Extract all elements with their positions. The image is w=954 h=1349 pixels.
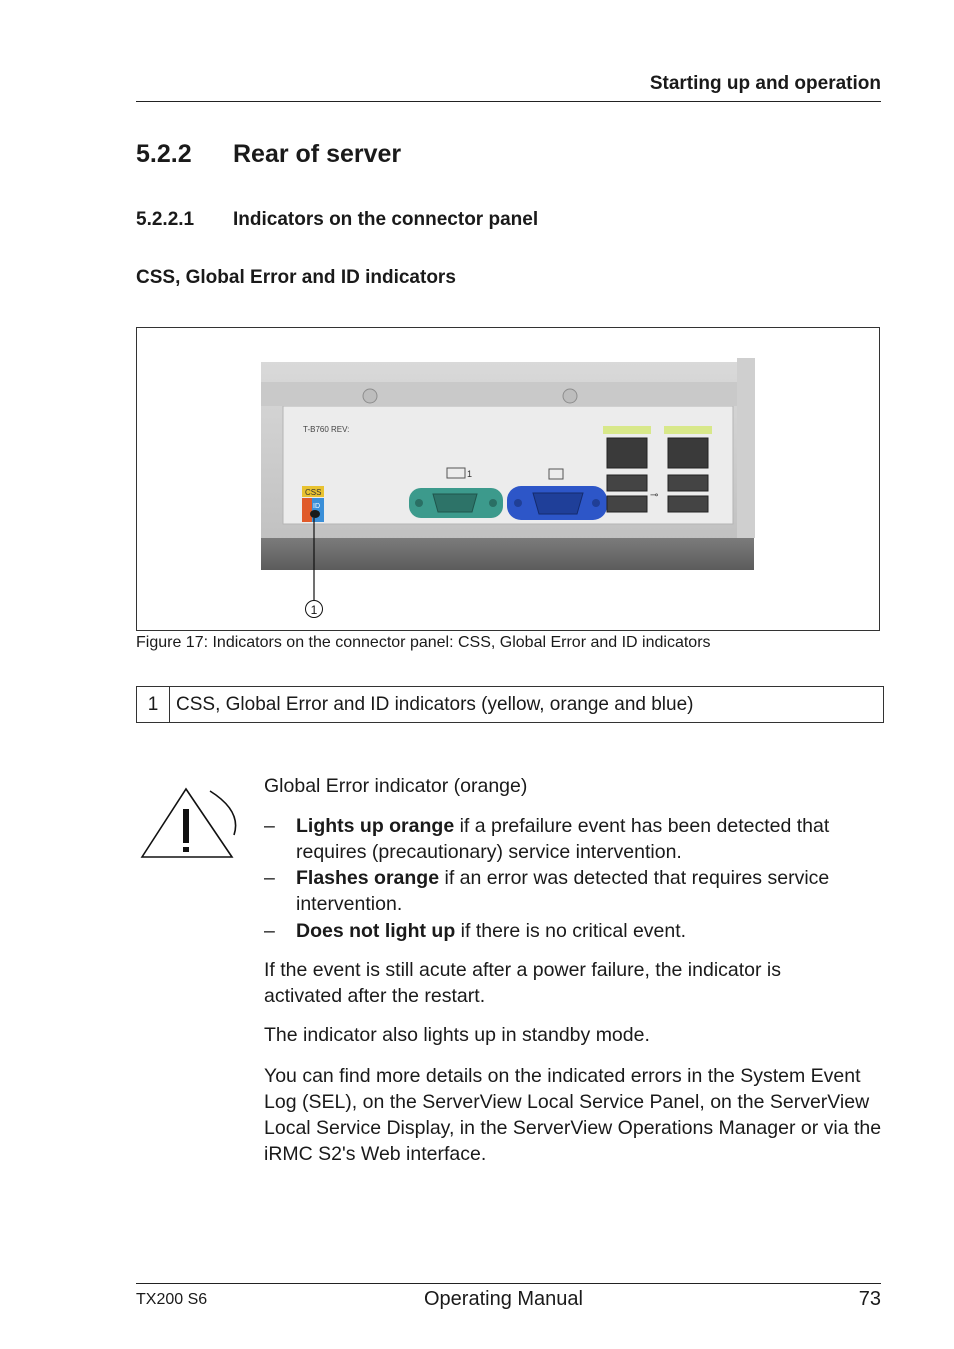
serial-screw-icon bbox=[489, 499, 497, 507]
usb-port bbox=[607, 496, 647, 512]
lan-port-1 bbox=[607, 438, 647, 468]
vga-screw-icon bbox=[592, 499, 600, 507]
screw-icon bbox=[363, 389, 377, 403]
list-item-text: if an error was detected that requires service intervention. bbox=[296, 867, 830, 915]
usb-icon: ⊸ bbox=[650, 490, 659, 501]
usb-port bbox=[668, 475, 708, 491]
callout-number: 1 bbox=[310, 603, 318, 617]
subsection-title: Indicators on the connector panel bbox=[233, 209, 539, 230]
paragraph: If the event is still acute after a power failure, the indicator is activated after the restart. bbox=[264, 959, 782, 1007]
serial-port-label: 1 bbox=[467, 469, 473, 479]
serial-screw-icon bbox=[415, 499, 423, 507]
vga-port-socket bbox=[533, 493, 583, 514]
indicator-led bbox=[310, 510, 320, 518]
list-item-text: if a prefailure event has been detected that requires (precautionary) service intervention. bbox=[296, 815, 830, 863]
subheading: CSS, Global Error and ID indicators bbox=[136, 267, 456, 288]
figure-caption: Figure 17: Indicators on the connector panel: CSS, Global Error and ID indicators bbox=[136, 634, 711, 651]
list-dash: – bbox=[264, 867, 275, 889]
legend-number: 1 bbox=[137, 687, 170, 722]
list-item-bold: Does not light up bbox=[296, 920, 456, 942]
usb-port bbox=[607, 475, 647, 491]
subsection-number: 5.2.2.1 bbox=[136, 209, 195, 230]
list-dash: – bbox=[264, 920, 275, 942]
list-item bbox=[264, 813, 889, 865]
serial-port-socket bbox=[433, 494, 477, 512]
section-number: 5.2.2 bbox=[136, 140, 192, 168]
lan-port-2 bbox=[668, 438, 708, 468]
running-head: Starting up and operation bbox=[649, 73, 881, 94]
footer-rule bbox=[136, 1283, 881, 1284]
screw-icon bbox=[563, 389, 577, 403]
section-title: Rear of server bbox=[233, 140, 402, 168]
id-indicator-label: ID bbox=[313, 503, 320, 510]
list-item bbox=[264, 865, 889, 917]
chassis-right-edge bbox=[737, 358, 755, 538]
chassis-bottom-bar bbox=[261, 538, 754, 570]
usb-port bbox=[668, 496, 708, 512]
plate-top-rail bbox=[261, 382, 737, 406]
footer-title: Operating Manual bbox=[424, 1288, 583, 1310]
list-item bbox=[264, 918, 889, 944]
paragraph: You can find more details on the indicated errors in the System Event Log (SEL), on the ServerView Local Service Panel, on the ServerView Local Service Display, in the ServerView Operations Manager or via the iRMC S2's Web interface. bbox=[264, 1065, 882, 1165]
legend-text: CSS, Global Error and ID indicators (yellow, orange and blue) bbox=[176, 693, 694, 715]
subsection-heading bbox=[136, 209, 538, 231]
board-label: T-B760 REV: bbox=[303, 425, 350, 434]
page-number: 73 bbox=[858, 1288, 881, 1310]
paragraph: The indicator also lights up in standby mode. bbox=[264, 1024, 650, 1046]
section-heading bbox=[136, 140, 401, 169]
caution-intro: Global Error indicator (orange) bbox=[264, 775, 528, 797]
lan-port-1-leds bbox=[603, 426, 651, 434]
figure-frame bbox=[136, 327, 880, 631]
css-indicator-label: CSS bbox=[305, 488, 322, 497]
list-dash: – bbox=[264, 815, 275, 837]
header-rule bbox=[136, 101, 881, 102]
connector-panel-image bbox=[137, 328, 879, 630]
vga-screw-icon bbox=[514, 499, 522, 507]
list-item-bold: Lights up orange bbox=[296, 815, 455, 837]
error-indicator bbox=[302, 498, 312, 522]
list-item-bold: Flashes orange bbox=[296, 867, 440, 889]
list-item-text: if there is no critical event. bbox=[455, 920, 687, 942]
warning-icon bbox=[138, 785, 242, 861]
legend-table bbox=[136, 686, 884, 723]
footer-product: TX200 S6 bbox=[136, 1291, 208, 1308]
lan-port-2-leds bbox=[664, 426, 712, 434]
